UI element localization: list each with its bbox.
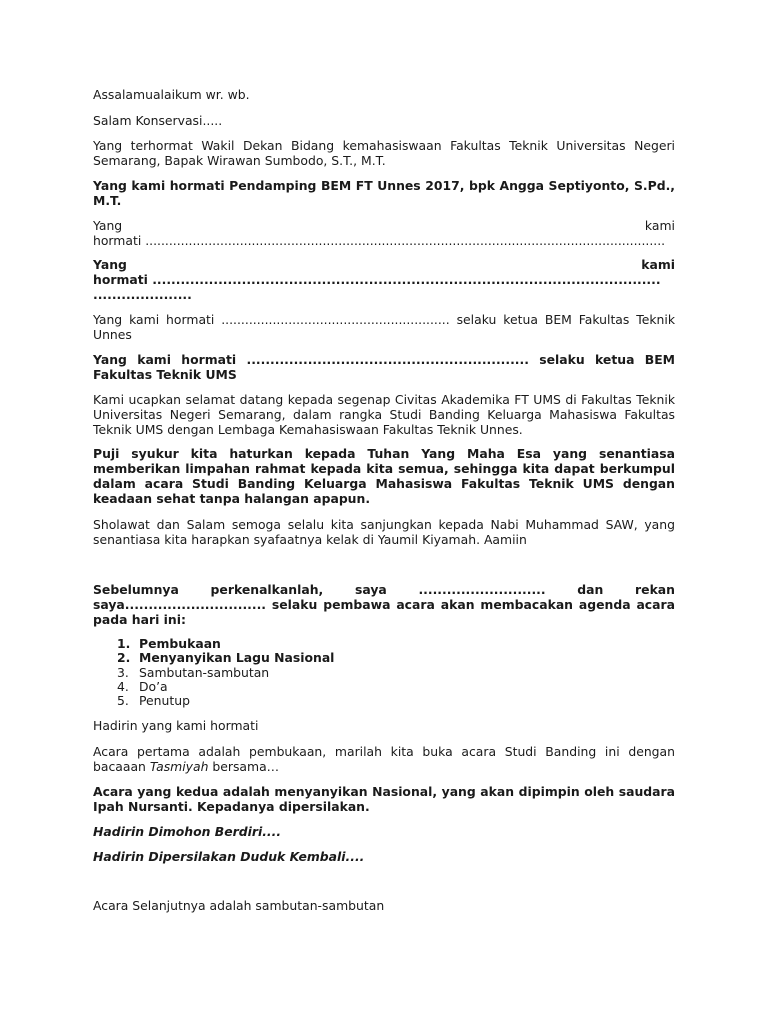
- honorific-blank-1-word2: kami: [644, 218, 675, 233]
- anthem-paragraph: Acara yang kedua adalah menyanyikan Nasional, yang akan dipimpin oleh saudara Ipah Nursanti. Kepadanya dipersilakan.: [93, 784, 675, 814]
- honorific-ketua-bem-ums: Yang kami hormati ............................................................ selaku ketua BEM Fakultas Teknik UMS: [93, 352, 675, 382]
- address-line: Hadirin yang kami hormati: [93, 718, 259, 733]
- honorific-blank-2-line2: hormati ............................................................................................................: [93, 272, 661, 287]
- honorific-blank-2-word2: kami: [641, 257, 675, 272]
- honorific-blank-2: [93, 257, 675, 302]
- honorific-blank-2-line3: .....................: [93, 287, 192, 302]
- welcome-paragraph: Kami ucapkan selamat datang kepada segenap Civitas Akademika FT UMS di Fakultas Teknik Universitas Negeri Semarang, dalam rangka Studi Banding Keluarga Mahasiswa Fakultas Teknik UMS dengan Lembaga Kemahasiswaan Fakultas Teknik Unnes.: [93, 392, 675, 437]
- sholawat-paragraph: Sholawat dan Salam semoga selalu kita sanjungkan kepada Nabi Muhammad SAW, yang senantiasa kita harapkan syafaatnya kelak di Yaumil Kiyamah. Aamiin: [93, 517, 675, 547]
- honorific-blank-2-word1: Yang: [93, 257, 127, 272]
- honorific-pendamping-bem: Yang kami hormati Pendamping BEM FT Unnes 2017, bpk Angga Septiyonto, S.Pd., M.T.: [93, 178, 675, 208]
- introduction-paragraph: Sebelumnya perkenalkanlah, saya ........................... dan rekan saya.............................. selaku pembawa acara akan membacakan agenda acara pada hari ini:: [93, 582, 675, 627]
- stand-instruction: Hadirin Dimohon Berdiri....: [93, 824, 282, 839]
- greeting: Assalamualaikum wr. wb.: [93, 87, 250, 102]
- agenda-item: 3. Sambutan-sambutan: [117, 664, 270, 680]
- honorific-blank-1: [93, 218, 675, 248]
- agenda-item: 1. Pembukaan: [117, 636, 221, 651]
- sit-instruction: Hadirin Dipersilakan Duduk Kembali....: [93, 849, 365, 864]
- honorific-blank-1-line2: hormati ....................................................................................................................................: [93, 233, 666, 248]
- agenda-item: 5. Penutup: [117, 693, 190, 709]
- honorific-ketua-bem-unnes: Yang kami hormati .......................................................... selaku ketua BEM Fakultas Teknik Unnes: [93, 312, 675, 342]
- salam-konservasi: Salam Konservasi.....: [93, 113, 223, 128]
- opening-paragraph: Acara pertama adalah pembukaan, marilah kita buka acara Studi Banding ini dengan bacaaan Tasmiyah bersama…: [93, 744, 675, 774]
- agenda-list: [93, 637, 675, 708]
- agenda-item: 4. Do’a: [117, 678, 168, 694]
- honorific-blank-1-word1: Yang: [93, 218, 123, 233]
- gratitude-paragraph: Puji syukur kita haturkan kepada Tuhan Yang Maha Esa yang senantiasa memberikan limpahan rahmat kepada kita semua, sehingga kita dapat berkumpul dalam acara Studi Banding Keluarga Mahasiswa Fakultas Teknik UMS dengan keadaan sehat tanpa halangan apapun.: [93, 446, 675, 506]
- honorific-wakil-dekan: Yang terhormat Wakil Dekan Bidang kemahasiswaan Fakultas Teknik Universitas Negeri Semarang, Bapak Wirawan Sumbodo, S.T., M.T.: [93, 138, 675, 168]
- next-agenda-line: Acara Selanjutnya adalah sambutan-sambutan: [93, 898, 385, 913]
- agenda-item: 2. Menyanyikan Lagu Nasional: [117, 650, 335, 666]
